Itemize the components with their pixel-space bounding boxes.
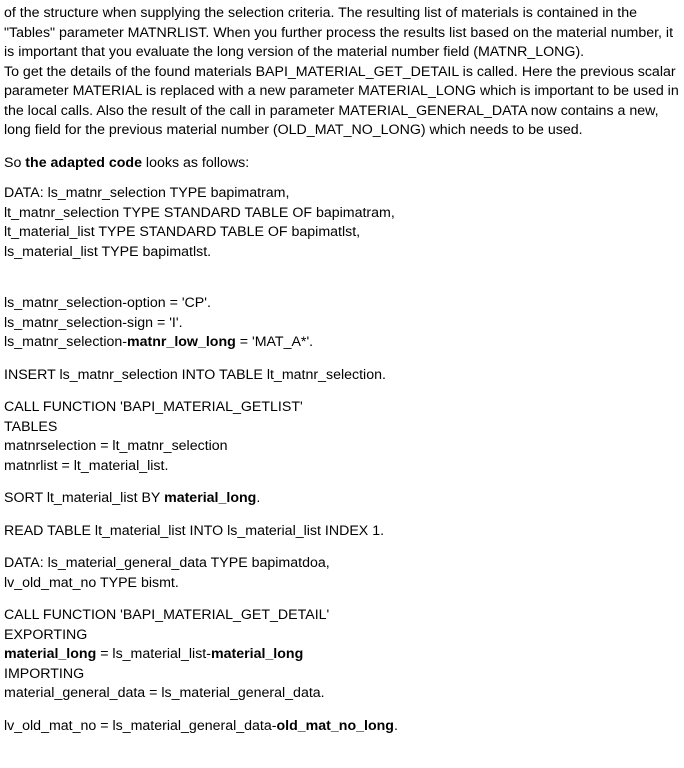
intro-line: To get the details of the found materials BAPI_MATERIAL_GET_DETAIL is called. Here the previous scalar bbox=[4, 63, 676, 80]
code-line: CALL FUNCTION 'BAPI_MATERIAL_GET_DETAIL' bbox=[4, 607, 330, 623]
code-line: TABLES bbox=[4, 418, 58, 435]
code-line: lt_matnr_selection TYPE STANDARD TABLE OF bapimatram, bbox=[4, 204, 395, 221]
code-bold: old_mat_no_long bbox=[276, 717, 394, 734]
code-line: CALL FUNCTION 'BAPI_MATERIAL_GETLIST' bbox=[4, 399, 303, 415]
intro-line: long field for the previous material number (OLD_MAT_NO_LONG) which needs to be used. bbox=[4, 122, 583, 138]
code-line: IMPORTING bbox=[4, 665, 85, 682]
code-line: DATA: ls_matnr_selection TYPE bapimatram, bbox=[4, 185, 290, 201]
code-text: ls_matnr_selection- bbox=[4, 334, 128, 350]
code-bold: material_long bbox=[4, 646, 97, 662]
intro-line: "Tables" parameter MATNRLIST. When you further process the results list based on the material number, it bbox=[4, 24, 674, 41]
code-getlist-call bbox=[4, 398, 684, 476]
code-selection-block bbox=[4, 294, 684, 353]
code-line: lt_material_list TYPE STANDARD TABLE OF bapimatlst, bbox=[4, 224, 361, 240]
code-line: DATA: ls_material_general_data TYPE bapimatdoa, bbox=[4, 555, 330, 571]
lead-text: looks as follows: bbox=[141, 154, 250, 171]
code-line: matnrselection = lt_matnr_selection bbox=[4, 438, 228, 454]
code-text: = 'MAT_A*'. bbox=[235, 334, 314, 350]
code-line bbox=[4, 645, 684, 665]
code-text: SORT lt_material_list BY bbox=[4, 490, 165, 506]
intro-line: parameter MATERIAL is replaced with a new parameter MATERIAL_LONG which is important to be used in bbox=[4, 83, 679, 99]
code-line: ls_material_list TYPE bapimatlst. bbox=[4, 243, 212, 260]
code-data-declaration bbox=[4, 184, 684, 262]
code-text: = ls_material_list- bbox=[96, 646, 211, 662]
code-line: EXPORTING bbox=[4, 626, 88, 643]
code-text: . bbox=[393, 717, 398, 734]
code-sort bbox=[4, 489, 684, 509]
code-bold: matnr_low_long bbox=[127, 334, 236, 350]
lead-bold: the adapted code bbox=[25, 154, 142, 171]
intro-line: the local calls. Also the result of the call in parameter MATERIAL_GENERAL_DATA now contains a new, bbox=[4, 102, 659, 119]
intro-line: is important that you evaluate the long version of the material number field (MATNR_LONG). bbox=[4, 44, 585, 60]
code-line: ls_matnr_selection-option = 'CP'. bbox=[4, 295, 211, 311]
code-insert: INSERT ls_matnr_selection INTO TABLE lt_matnr_selection. bbox=[4, 366, 386, 383]
code-getdetail-call bbox=[4, 606, 684, 704]
intro-paragraph bbox=[4, 4, 684, 141]
code-read: READ TABLE lt_material_list INTO ls_material_list INDEX 1. bbox=[4, 522, 385, 539]
code-line: matnrlist = lt_material_list. bbox=[4, 457, 169, 474]
code-text: . bbox=[256, 490, 261, 506]
code-bold: material_long bbox=[210, 646, 304, 662]
code-line bbox=[4, 333, 684, 353]
code-line: lv_old_mat_no TYPE bismt. bbox=[4, 574, 179, 591]
code-line: ls_matnr_selection-sign = 'I'. bbox=[4, 314, 183, 331]
code-assign bbox=[4, 717, 684, 737]
code-data-declaration-2 bbox=[4, 554, 684, 593]
code-text: lv_old_mat_no = ls_material_general_data- bbox=[4, 717, 277, 734]
lead-text: So bbox=[4, 154, 26, 171]
intro-line: of the structure when supplying the selection criteria. The resulting list of materials is contained in the bbox=[4, 5, 637, 21]
code-line: material_general_data = ls_material_general_data. bbox=[4, 685, 325, 701]
code-bold: material_long bbox=[164, 490, 257, 506]
lead-sentence bbox=[4, 154, 684, 174]
